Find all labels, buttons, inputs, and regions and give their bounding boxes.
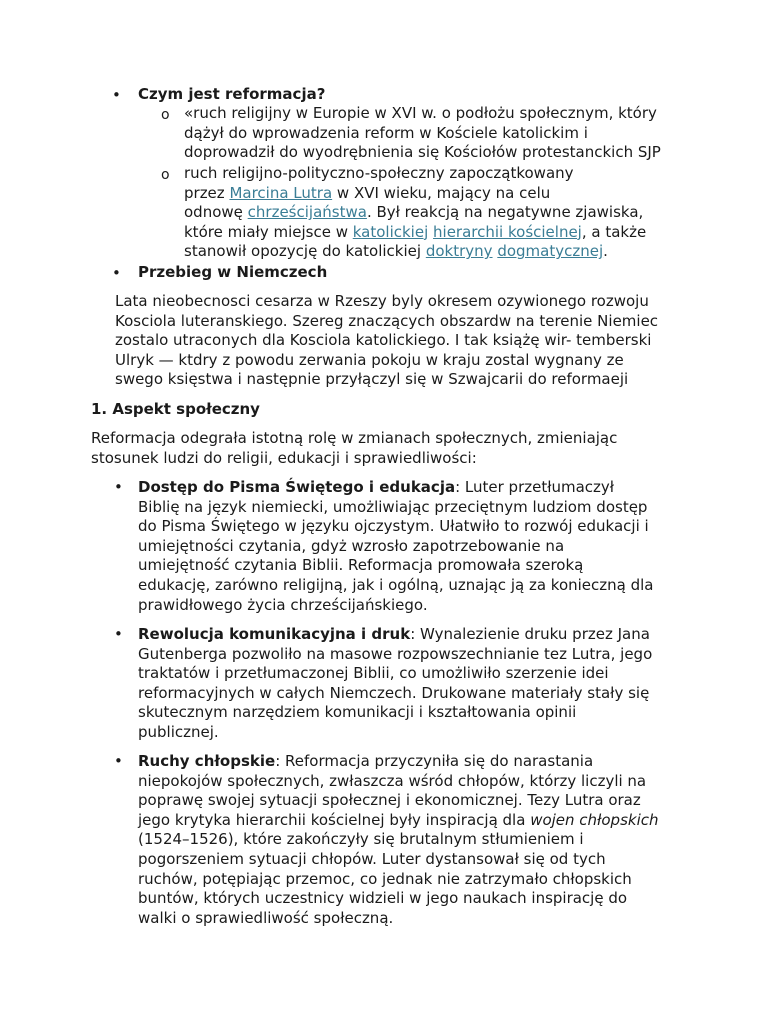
- bullet-icon: •: [114, 625, 123, 643]
- text-line: (1524–1526), które zakończyły się brutalnym stłumieniem i: [138, 830, 584, 849]
- text: które miały miejsce w: [184, 222, 353, 241]
- text: przez: [184, 183, 230, 202]
- text: , a także: [581, 222, 647, 241]
- link-hierarchii-koscielnej[interactable]: hierarchii kościelnej: [433, 222, 582, 241]
- circle-bullet-icon: o: [161, 107, 170, 123]
- text-line: Biblię na język niemiecki, umożliwiając przeciętnym ludziom dostęp: [138, 497, 648, 516]
- text-line: niepokojów społecznych, zwłaszcza wśród chłopów, którzy liczyli na: [138, 771, 647, 790]
- text-line: prawidłowego życia chrześcijańskiego.: [138, 595, 428, 614]
- link-chrzescijanstwa[interactable]: chrześcijaństwa: [247, 203, 367, 222]
- q2-heading: Przebieg w Niemczech: [138, 263, 328, 281]
- bullet-icon: •: [114, 752, 123, 770]
- text-line: publicznej.: [138, 722, 219, 741]
- list-item: [138, 478, 654, 615]
- text-line: Reformacja odegrała istotną rolę w zmianach społecznych, zmieniając: [91, 429, 618, 447]
- text: : Luter przetłumaczył: [455, 478, 615, 496]
- section-heading: 1. Aspekt społeczny: [91, 400, 260, 418]
- section-intro: [91, 429, 617, 468]
- text-line: Gutenberga pozwoliło na masowe rozpowszechnianie tez Lutra, jego: [138, 644, 653, 663]
- link-dogmatycznej[interactable]: dogmatycznej: [497, 242, 604, 261]
- text-line: buntów, których uczestnicy widzieli w jego naukach inspirację do: [138, 889, 628, 908]
- text-line: pogorszeniem sytuacji chłopów. Luter dystansował się od tych: [138, 849, 606, 868]
- text-line: walki o sprawiedliwość społeczną.: [138, 908, 394, 927]
- italic-term: wojen chłopskich: [530, 810, 659, 829]
- text-line: Kosciola luteranskiego. Szereg znaczących obszardw na terenie Niemiec: [115, 311, 659, 330]
- text-line: umiejętność czytania Biblii. Reformacja promowała szeroką: [138, 556, 584, 575]
- text-line: reformacyjnych w całych Niemczech. Drukowane materiały stały się: [138, 683, 650, 702]
- text: odnowę: [184, 203, 248, 222]
- q2-paragraph: [115, 292, 658, 390]
- text: : Wynalezienie druku przez Jana: [410, 625, 650, 643]
- text: jego krytyka hierarchii kościelnej były inspiracją dla: [138, 810, 531, 829]
- text-line: ruchów, potępiając przemoc, co jednak nie zatrzymało chłopskich: [138, 869, 632, 888]
- item-title: Rewolucja komunikacyjna i druk: [138, 625, 411, 643]
- text-line: [184, 223, 646, 243]
- circle-bullet-icon: o: [161, 167, 170, 183]
- bullet-icon: •: [114, 478, 123, 496]
- list-item: [138, 625, 652, 743]
- link-katolickiej[interactable]: katolickiej: [352, 222, 429, 241]
- text-line: skutecznym narzędziem komunikacji i kształtowania opinii: [138, 703, 577, 722]
- text-line: traktatów i przetłumaczonej Biblii, co umożliwiło szerzenie idei: [138, 664, 609, 683]
- text: stanowił opozycję do katolickiej: [184, 242, 426, 261]
- text-line: stosunek ludzi do religii, edukacji i sprawiedliwości:: [91, 448, 477, 467]
- text-line: Lata nieobecnosci cesarza w Rzeszy byly okresem ozywionego rozwoju: [115, 292, 649, 310]
- text-line: swego księstwa i następnie przyłączyl się w Szwajcarii do reformaeji: [115, 370, 629, 389]
- text-line: [184, 184, 646, 204]
- q1-definition-2: [184, 164, 646, 262]
- link-marcina-lutra[interactable]: Marcina Lutra: [229, 183, 333, 202]
- text-line: [138, 478, 654, 498]
- text: w XVI wieku, mający na celu: [332, 183, 551, 202]
- text-line: Ulryk — ktdry z powodu zerwania pokoju w kraju zostal wygnany ze: [115, 350, 624, 369]
- text-line: edukację, zarówno religijną, jak i ogólną, uznając ją za konieczną dla: [138, 575, 654, 594]
- list-item: [138, 752, 659, 928]
- text-line: poprawę swojej sytuacji społecznej i ekonomicznej. Tezy Lutra oraz: [138, 791, 641, 810]
- item-title: Ruchy chłopskie: [138, 752, 276, 770]
- text-line: ruch religijno-polityczno-społeczny zapoczątkowany: [184, 164, 574, 182]
- bullet-icon: •: [112, 264, 121, 282]
- text-line: [184, 203, 646, 223]
- q1-definition-1: [184, 104, 661, 163]
- link-doktryny[interactable]: doktryny: [425, 242, 493, 261]
- text-line: do Pisma Świętego w języku ojczystym. Ułatwiło to rozwój edukacji i: [138, 517, 649, 536]
- text: : Reformacja przyczyniła się do narastania: [275, 752, 594, 770]
- text: .: [603, 242, 608, 261]
- text-line: umiejętności czytania, gdyż wzrosło zapotrzebowanie na: [138, 536, 565, 555]
- text: . Był reakcją na negatywne zjawiska,: [366, 203, 644, 222]
- text-line: «ruch religijny w Europie w XVI w. o podłożu społecznym, który: [184, 104, 657, 122]
- text-line: [184, 242, 646, 262]
- bullet-icon: •: [112, 86, 121, 104]
- text-line: doprowadził do wyodrębnienia się Kościołów protestanckich SJP: [184, 143, 661, 162]
- text-line: [138, 811, 659, 831]
- text-line: [138, 752, 659, 772]
- text-line: zostalo utraconych dla Kosciola katolickiego. I tak książę wir- temberski: [115, 331, 652, 350]
- text-line: dążył do wprowadzenia reform w Kościele katolickim i: [184, 123, 588, 142]
- item-title: Dostęp do Pisma Świętego i edukacja: [138, 478, 456, 496]
- q1-heading: Czym jest reformacja?: [138, 85, 326, 103]
- text-line: [138, 625, 652, 645]
